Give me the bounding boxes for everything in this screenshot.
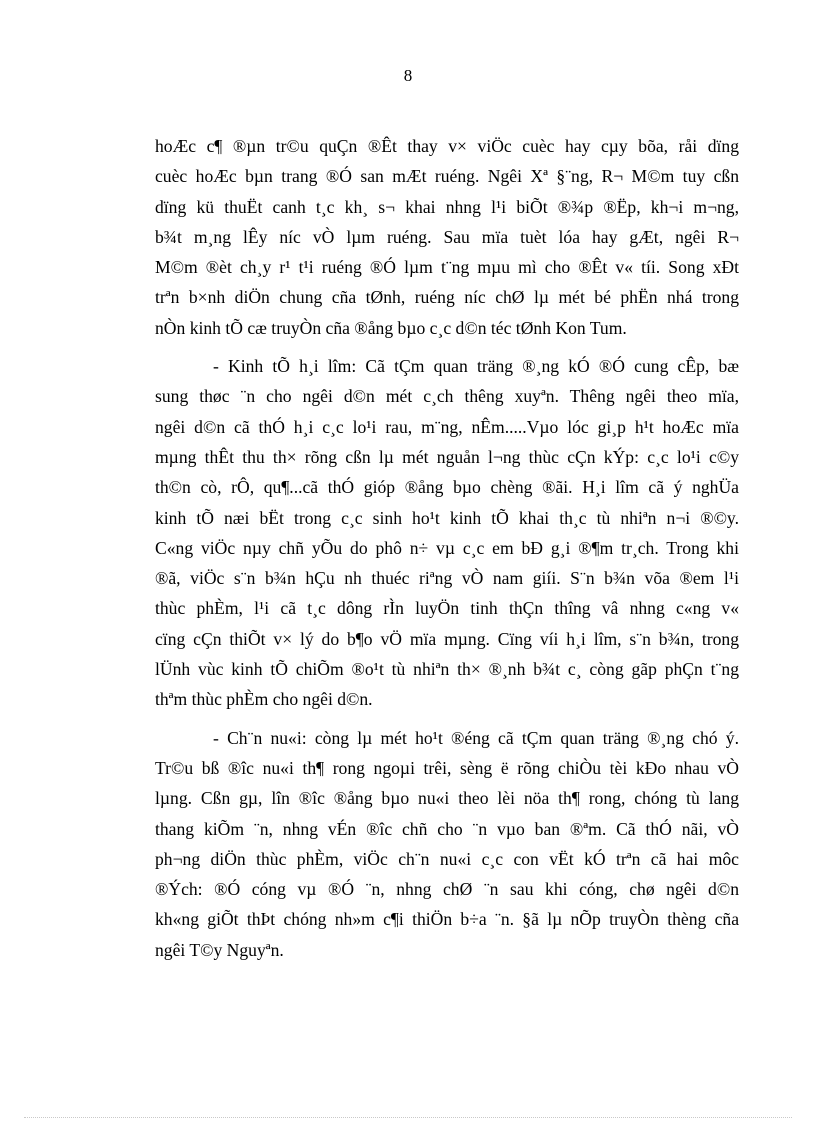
- text-line: M©m ®èt ch¸y r¹ t¹i ruéng ®Ó lµm t¨ng mµu mì cho ®Êt v« tíi. Song xÐt: [155, 257, 739, 278]
- text-line: nÒn kinh tÕ cæ truyÒn cña ®ång bµo c¸c d©n téc tØnh Kon Tum.: [155, 317, 627, 338]
- text-line: cuèc hoÆc bµn trang ®Ó san mÆt ruéng. Ngêi Xª §¨ng, R¬ M©m tuy cßn: [155, 166, 739, 187]
- page-bottom-edge: [24, 1117, 792, 1118]
- text-line: dïng kü thuËt canh t¸c kh¸ s¬ khai nhng l¹i biÕt ®¾p ®Ëp, kh¬i m¬ng,: [155, 196, 739, 217]
- text-line: mµng thÊt thu th× rõng cßn lµ mét nguån l¬ng thùc cÇn kÝp: c¸c lo¹i c©y: [155, 446, 739, 467]
- text-line: ngêi d©n cã thÓ h¸i c¸c lo¹i rau, m¨ng, nÊm.....Vµo lóc gi¸p h¹t hoÆc mïa: [155, 416, 739, 437]
- text-line: kinh tÕ næi bËt trong c¸c sinh ho¹t kinh tÕ khai th¸c tù nhiªn n¬i ®©y.: [155, 507, 739, 528]
- text-line: Tr©u bß ®îc nu«i th¶ rong ngoµi trêi, sèng ë rõng chiÒu tèi kÐo nhau vÒ: [155, 757, 739, 778]
- paragraph: [155, 723, 739, 965]
- text-line: kh«ng giÕt thÞt chóng nh»m c¶i thiÖn b÷a ¨n. §ã lµ nÕp truyÒn thèng cña: [155, 909, 739, 930]
- text-line: ®Ých: ®Ó cóng vµ ®Ó ¨n, nhng chØ ¨n sau khi cóng, chø ngêi d©n: [155, 879, 739, 900]
- text-line: - Kinh tÕ h¸i lîm: Cã tÇm quan träng ®¸ng kÓ ®Ó cung cÊp, bæ: [213, 356, 739, 377]
- text-line: thang kiÕm ¨n, nhng vÉn ®îc chñ cho ¨n vµo ban ®ªm. Cã thÓ nãi, vÒ: [155, 818, 739, 839]
- text-line: trªn b×nh diÖn chung cña tØnh, ruéng níc chØ lµ mét bé phËn nhá trong: [155, 287, 739, 308]
- text-line: cïng cÇn thiÕt v× lý do b¶o vÖ mïa mµng. Cïng víi h¸i lîm, s¨n b¾n, trong: [155, 628, 739, 649]
- text-line: thùc phÈm, l¹i cã t¸c dông rÌn luyÖn tinh thÇn thîng vâ nhng c«ng v«: [155, 598, 739, 619]
- text-line: lÜnh vùc kinh tÕ chiÕm ®o¹t tù nhiªn th× ®¸nh b¾t c¸ còng gãp phÇn t¨ng: [155, 659, 739, 680]
- text-line: C«ng viÖc nµy chñ yÕu do phô n÷ vµ c¸c em bÐ g¸i ®¶m tr¸ch. Trong khi: [155, 537, 739, 558]
- text-line: b¾t m¸ng lÊy níc vÒ lµm ruéng. Sau mïa tuèt lóa hay gÆt, ngêi R¬: [155, 226, 739, 247]
- paragraph: [155, 351, 739, 715]
- text-line: lµng. Cßn gµ, lîn ®îc ®ång bµo nu«i theo lèi nöa th¶ rong, chóng tù lang: [155, 788, 739, 809]
- text-line: ngêi T©y Nguyªn.: [155, 939, 284, 960]
- text-line: sung thøc ¨n cho ngêi d©n mét c¸ch thêng xuyªn. Thêng ngêi theo mïa,: [155, 386, 739, 407]
- text-line: th©n cò, rÔ, qu¶...cã thÓ gióp ®ång bµo chèng ®ãi. H¸i lîm cã ý nghÜa: [155, 477, 739, 498]
- text-line: - Ch¨n nu«i: còng lµ mét ho¹t ®éng cã tÇm quan träng ®¸ng chó ý.: [213, 727, 739, 748]
- text-line: hoÆc c¶ ®µn tr©u quÇn ®Êt thay v× viÖc cuèc hay cµy bõa, råi dïng: [155, 136, 739, 156]
- body-text: [155, 131, 739, 965]
- text-line: ph¬ng diÖn thùc phÈm, viÖc ch¨n nu«i c¸c con vËt kÓ trªn cã hai môc: [155, 848, 739, 869]
- text-line: ®ã, viÖc s¨n b¾n hÇu nh thuéc riªng vÒ nam giíi. S¨n b¾n võa ®em l¹i: [155, 568, 739, 589]
- paragraph: [155, 131, 739, 343]
- text-line: thªm thùc phÈm cho ngêi d©n.: [155, 689, 373, 710]
- page-number: 8: [403, 66, 413, 85]
